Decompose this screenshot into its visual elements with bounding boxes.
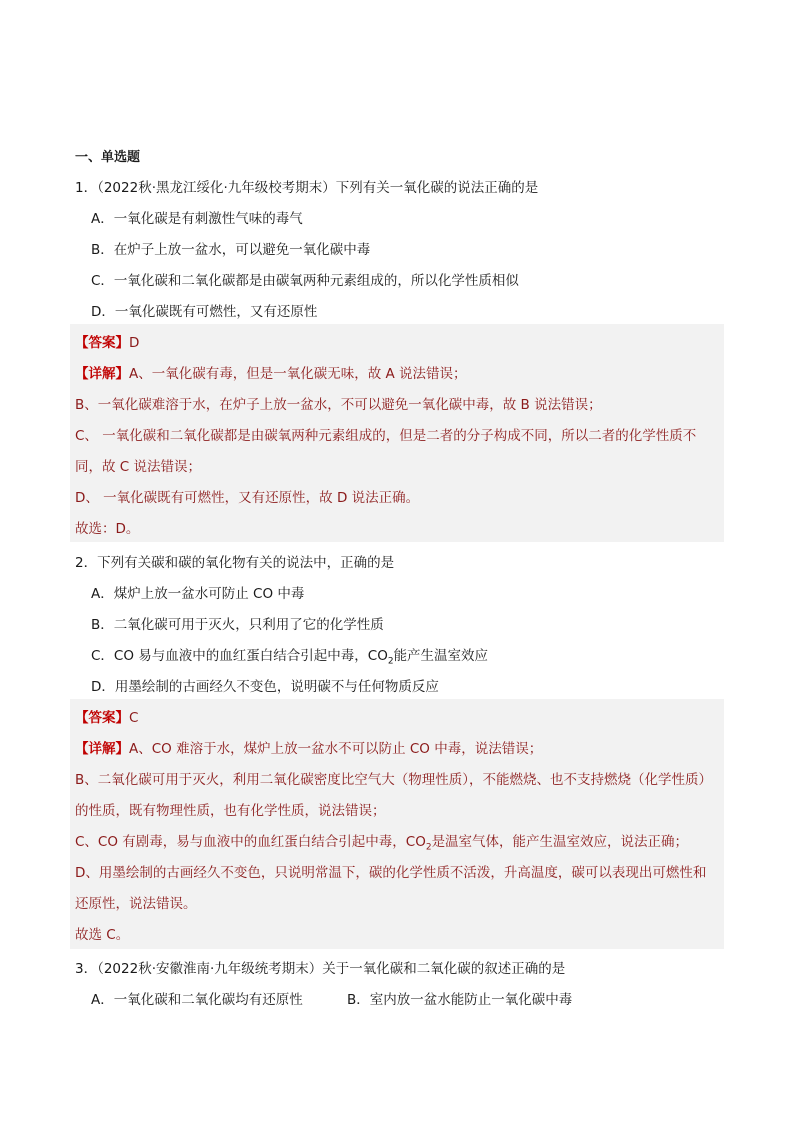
q2-detail-line-3 [75, 830, 688, 853]
q2-option-c-text: C．CO 易与血液中的血红蛋白结合引起中毒，CO [91, 648, 388, 664]
q2-detail-line-1: B、二氧化碳可用于灭火，利用二氧化碳密度比空气大（物理性质），不能燃烧、也不支持燃烧（化学性质） [75, 772, 713, 788]
q1-detail-line-2: C、 一氧化碳和二氧化碳都是由碳氧两种元素组成的，但是二者的分子构成不同，所以二者的化学性质不 [75, 428, 697, 444]
q1-detail-line-0 [75, 362, 467, 382]
q2-answer-block [70, 699, 724, 949]
q2-option-b: B．二氧化碳可用于灭火，只利用了它的化学性质 [91, 617, 384, 633]
q3-option-a: A．一氧化碳和二氧化碳均有还原性 [91, 992, 303, 1008]
q3-options-row [91, 988, 573, 1008]
q3-option-b: B．室内放一盆水能防止一氧化碳中毒 [347, 992, 573, 1008]
q2-detail-line-2: 的性质，既有物理性质，也有化学性质，说法错误； [75, 803, 386, 819]
q2-detail-c-tail: 是温室气体，能产生温室效应，说法正确； [431, 834, 689, 850]
q2-answer-value: C [129, 710, 139, 726]
q1-option-a: A．一氧化碳是有刺激性气味的毒气 [91, 211, 303, 227]
answer-tag: 【答案】 [75, 710, 129, 726]
question-2-stem: 2．下列有关碳和碳的氧化物有关的说法中，正确的是 [75, 555, 395, 571]
q1-answer-block [70, 324, 724, 542]
q2-detail-c-sub: 2 [425, 842, 432, 853]
q1-detail-line-4: D、 一氧化碳既有可燃性，又有还原性，故 D 说法正确。 [75, 490, 420, 506]
q2-detail-line-4: D、用墨绘制的古画经久不变色，只说明常温下，碳的化学性质不活泼，升高温度，碳可以表现出可燃性和 [75, 865, 707, 881]
q1-detail-line-3: 同，故 C 说法错误； [75, 459, 202, 475]
q1-option-b: B．在炉子上放一盆水，可以避免一氧化碳中毒 [91, 242, 371, 258]
q1-option-c: C．一氧化碳和二氧化碳都是由碳氧两种元素组成的，所以化学性质相似 [91, 273, 519, 289]
q2-answer-line [75, 706, 138, 726]
q2-option-a: A．煤炉上放一盆水可防止 CO 中毒 [91, 586, 305, 602]
q1-answer-line [75, 331, 139, 351]
q2-detail-line-0 [75, 737, 542, 757]
q1-detail-first: A、一氧化碳有毒，但是一氧化碳无味，故 A 说法错误； [129, 366, 467, 382]
question-3-stem: 3．（2022秋·安徽淮南·九年级统考期末）关于一氧化碳和二氧化碳的叙述正确的是 [75, 961, 566, 977]
q1-option-d: D．一氧化碳既有可燃性，又有还原性 [91, 304, 318, 320]
detail-tag: 【详解】 [75, 741, 129, 757]
section-title: 一、单选题 [75, 150, 141, 165]
q2-option-c [91, 644, 488, 667]
q2-detail-line-6: 故选 C。 [75, 927, 130, 943]
detail-tag: 【详解】 [75, 366, 129, 382]
q1-answer-value: D [129, 335, 140, 351]
q2-detail-first: A、CO 难溶于水，煤炉上放一盆水不可以防止 CO 中毒，说法错误； [129, 741, 543, 757]
q1-detail-line-5: 故选：D。 [75, 521, 140, 537]
q2-detail-line-5: 还原性，说法错误。 [75, 896, 197, 912]
q2-detail-c-text: C、CO 有剧毒，易与血液中的血红蛋白结合引起中毒，CO [75, 834, 426, 850]
question-1-stem: 1．（2022秋·黑龙江绥化·九年级校考期末）下列有关一氧化碳的说法正确的是 [75, 180, 539, 196]
q2-option-c-sub: 2 [387, 656, 394, 667]
q2-option-d: D．用墨绘制的古画经久不变色，说明碳不与任何物质反应 [91, 679, 439, 695]
q2-option-c-tail: 能产生温室效应 [393, 648, 489, 664]
q1-detail-line-1: B、一氧化碳难溶于水，在炉子上放一盆水，不可以避免一氧化碳中毒，故 B 说法错误； [75, 397, 602, 413]
answer-tag: 【答案】 [75, 335, 129, 351]
